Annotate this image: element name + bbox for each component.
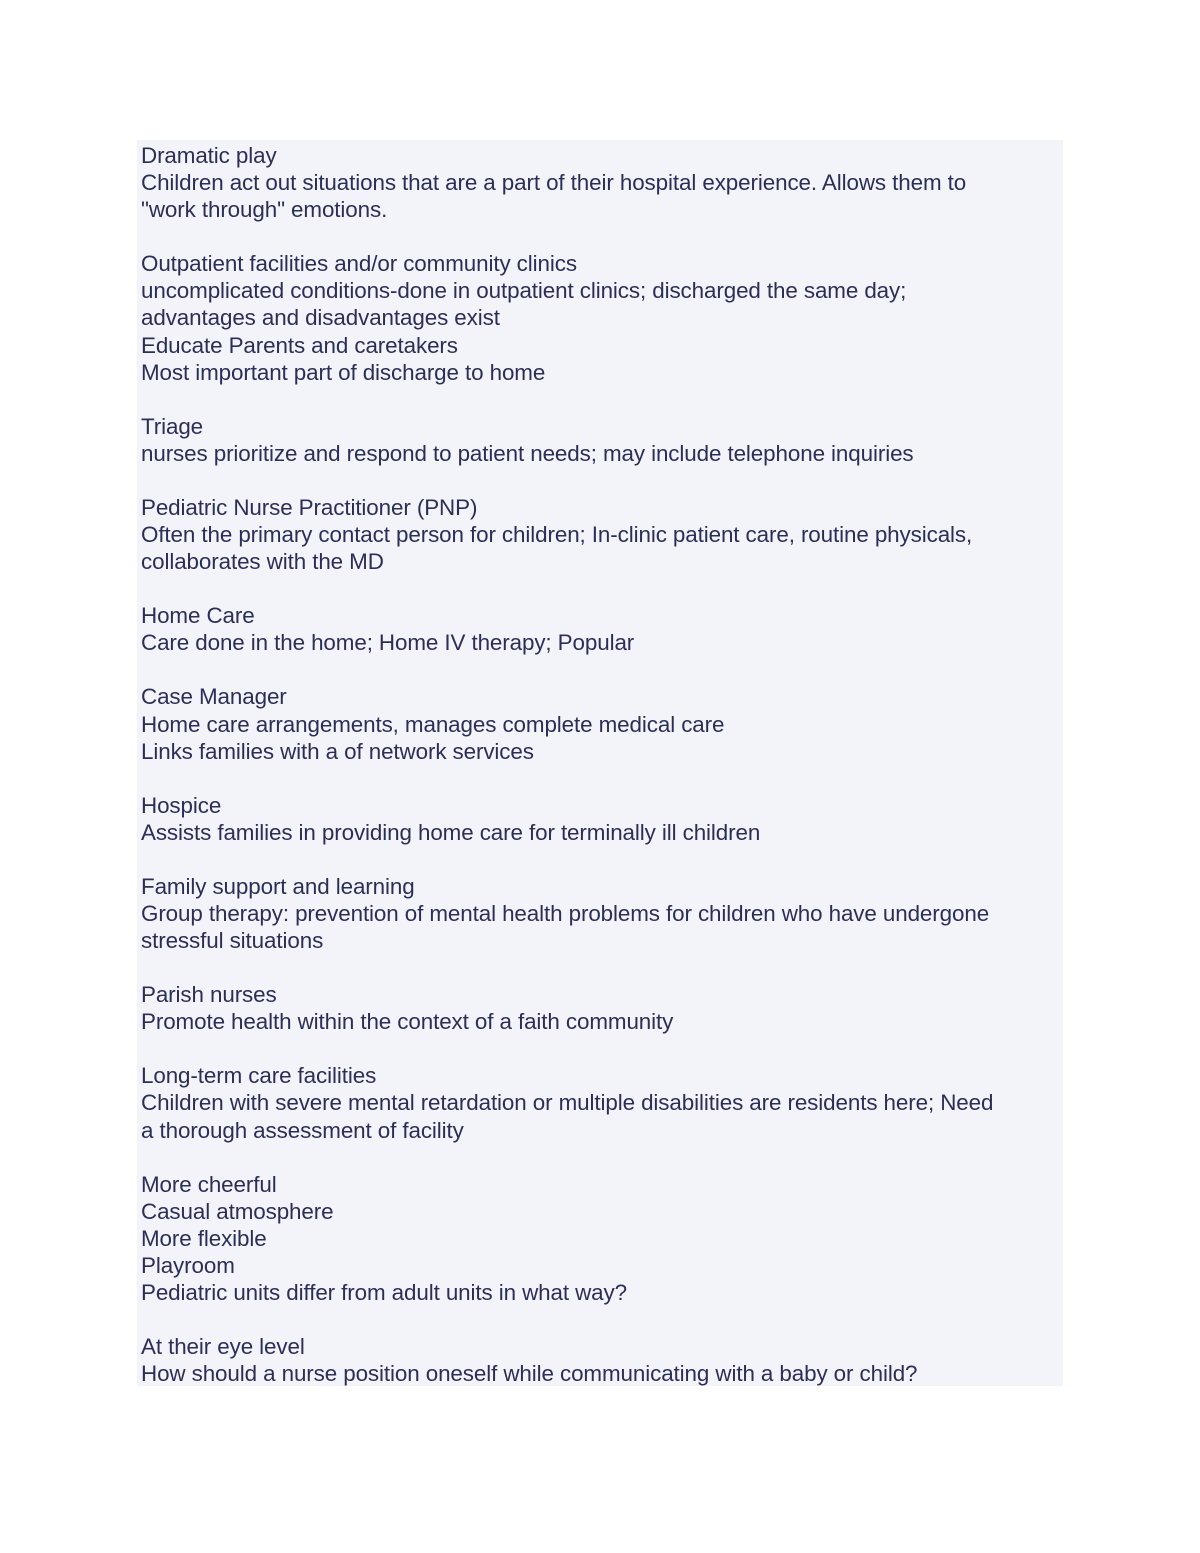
card-line: Home care arrangements, manages complete medical care — [141, 711, 725, 737]
card-line: Educate Parents and caretakers — [141, 332, 458, 358]
card-line: Case Manager — [141, 684, 287, 710]
flashcard — [141, 1171, 1056, 1306]
flashcard — [141, 413, 1056, 467]
card-line: How should a nurse position oneself while communicating with a baby or child? — [141, 1361, 918, 1387]
flashcard — [141, 1062, 1056, 1143]
card-line: At their eye level — [141, 1334, 305, 1360]
card-line: Parish nurses — [141, 982, 277, 1008]
card-line: Most important part of discharge to home — [141, 359, 546, 385]
card-line: Children with severe mental retardation or multiple disabilities are residents here; Need — [141, 1090, 994, 1116]
flashcard — [141, 494, 1056, 575]
card-line: Dramatic play — [141, 143, 277, 168]
card-line: stressful situations — [141, 928, 324, 954]
card-line: Pediatric units differ from adult units in what way? — [141, 1280, 627, 1305]
card-line: "work through" emotions. — [141, 197, 388, 223]
card-line: Children act out situations that are a part of their hospital experience. Allows them to — [141, 170, 967, 196]
card-line: Care done in the home; Home IV therapy; Popular — [141, 630, 635, 656]
card-line: Pediatric Nurse Practitioner (PNP) — [141, 494, 478, 520]
card-line: advantages and disadvantages exist — [141, 305, 500, 331]
card-line: Long-term care facilities — [141, 1063, 377, 1089]
flashcard — [141, 142, 1056, 223]
card-line: Family support and learning — [141, 873, 415, 899]
flashcard — [141, 250, 1056, 385]
card-line: Group therapy: prevention of mental health problems for children who have undergone — [141, 900, 990, 926]
card-line: Triage — [141, 413, 204, 439]
card-line: More cheerful — [141, 1171, 277, 1197]
card-line: Assists families in providing home care for terminally ill children — [141, 819, 761, 845]
flashcard — [141, 981, 1056, 1035]
card-line: nurses prioritize and respond to patient needs; may include telephone inquiries — [141, 440, 914, 466]
flashcard — [141, 1333, 1056, 1387]
card-line: a thorough assessment of facility — [141, 1117, 464, 1143]
card-line: Hospice — [141, 792, 222, 818]
flashcard — [141, 873, 1056, 954]
card-line: Casual atmosphere — [141, 1198, 334, 1224]
card-line: Links families with a of network services — [141, 738, 534, 764]
flashcard — [141, 602, 1056, 656]
card-line: Outpatient facilities and/or community clinics — [141, 251, 577, 277]
card-line: Playroom — [141, 1252, 235, 1278]
card-line: collaborates with the MD — [141, 549, 384, 575]
flashcard-list — [141, 142, 1056, 1414]
flashcard — [141, 792, 1056, 846]
flashcard — [141, 683, 1056, 764]
card-line: More flexible — [141, 1225, 267, 1251]
card-line: Home Care — [141, 603, 255, 629]
card-line: Promote health within the context of a faith community — [141, 1009, 674, 1035]
card-line: Often the primary contact person for children; In-clinic patient care, routine physicals, — [141, 522, 973, 548]
card-line: uncomplicated conditions-done in outpatient clinics; discharged the same day; — [141, 278, 907, 304]
